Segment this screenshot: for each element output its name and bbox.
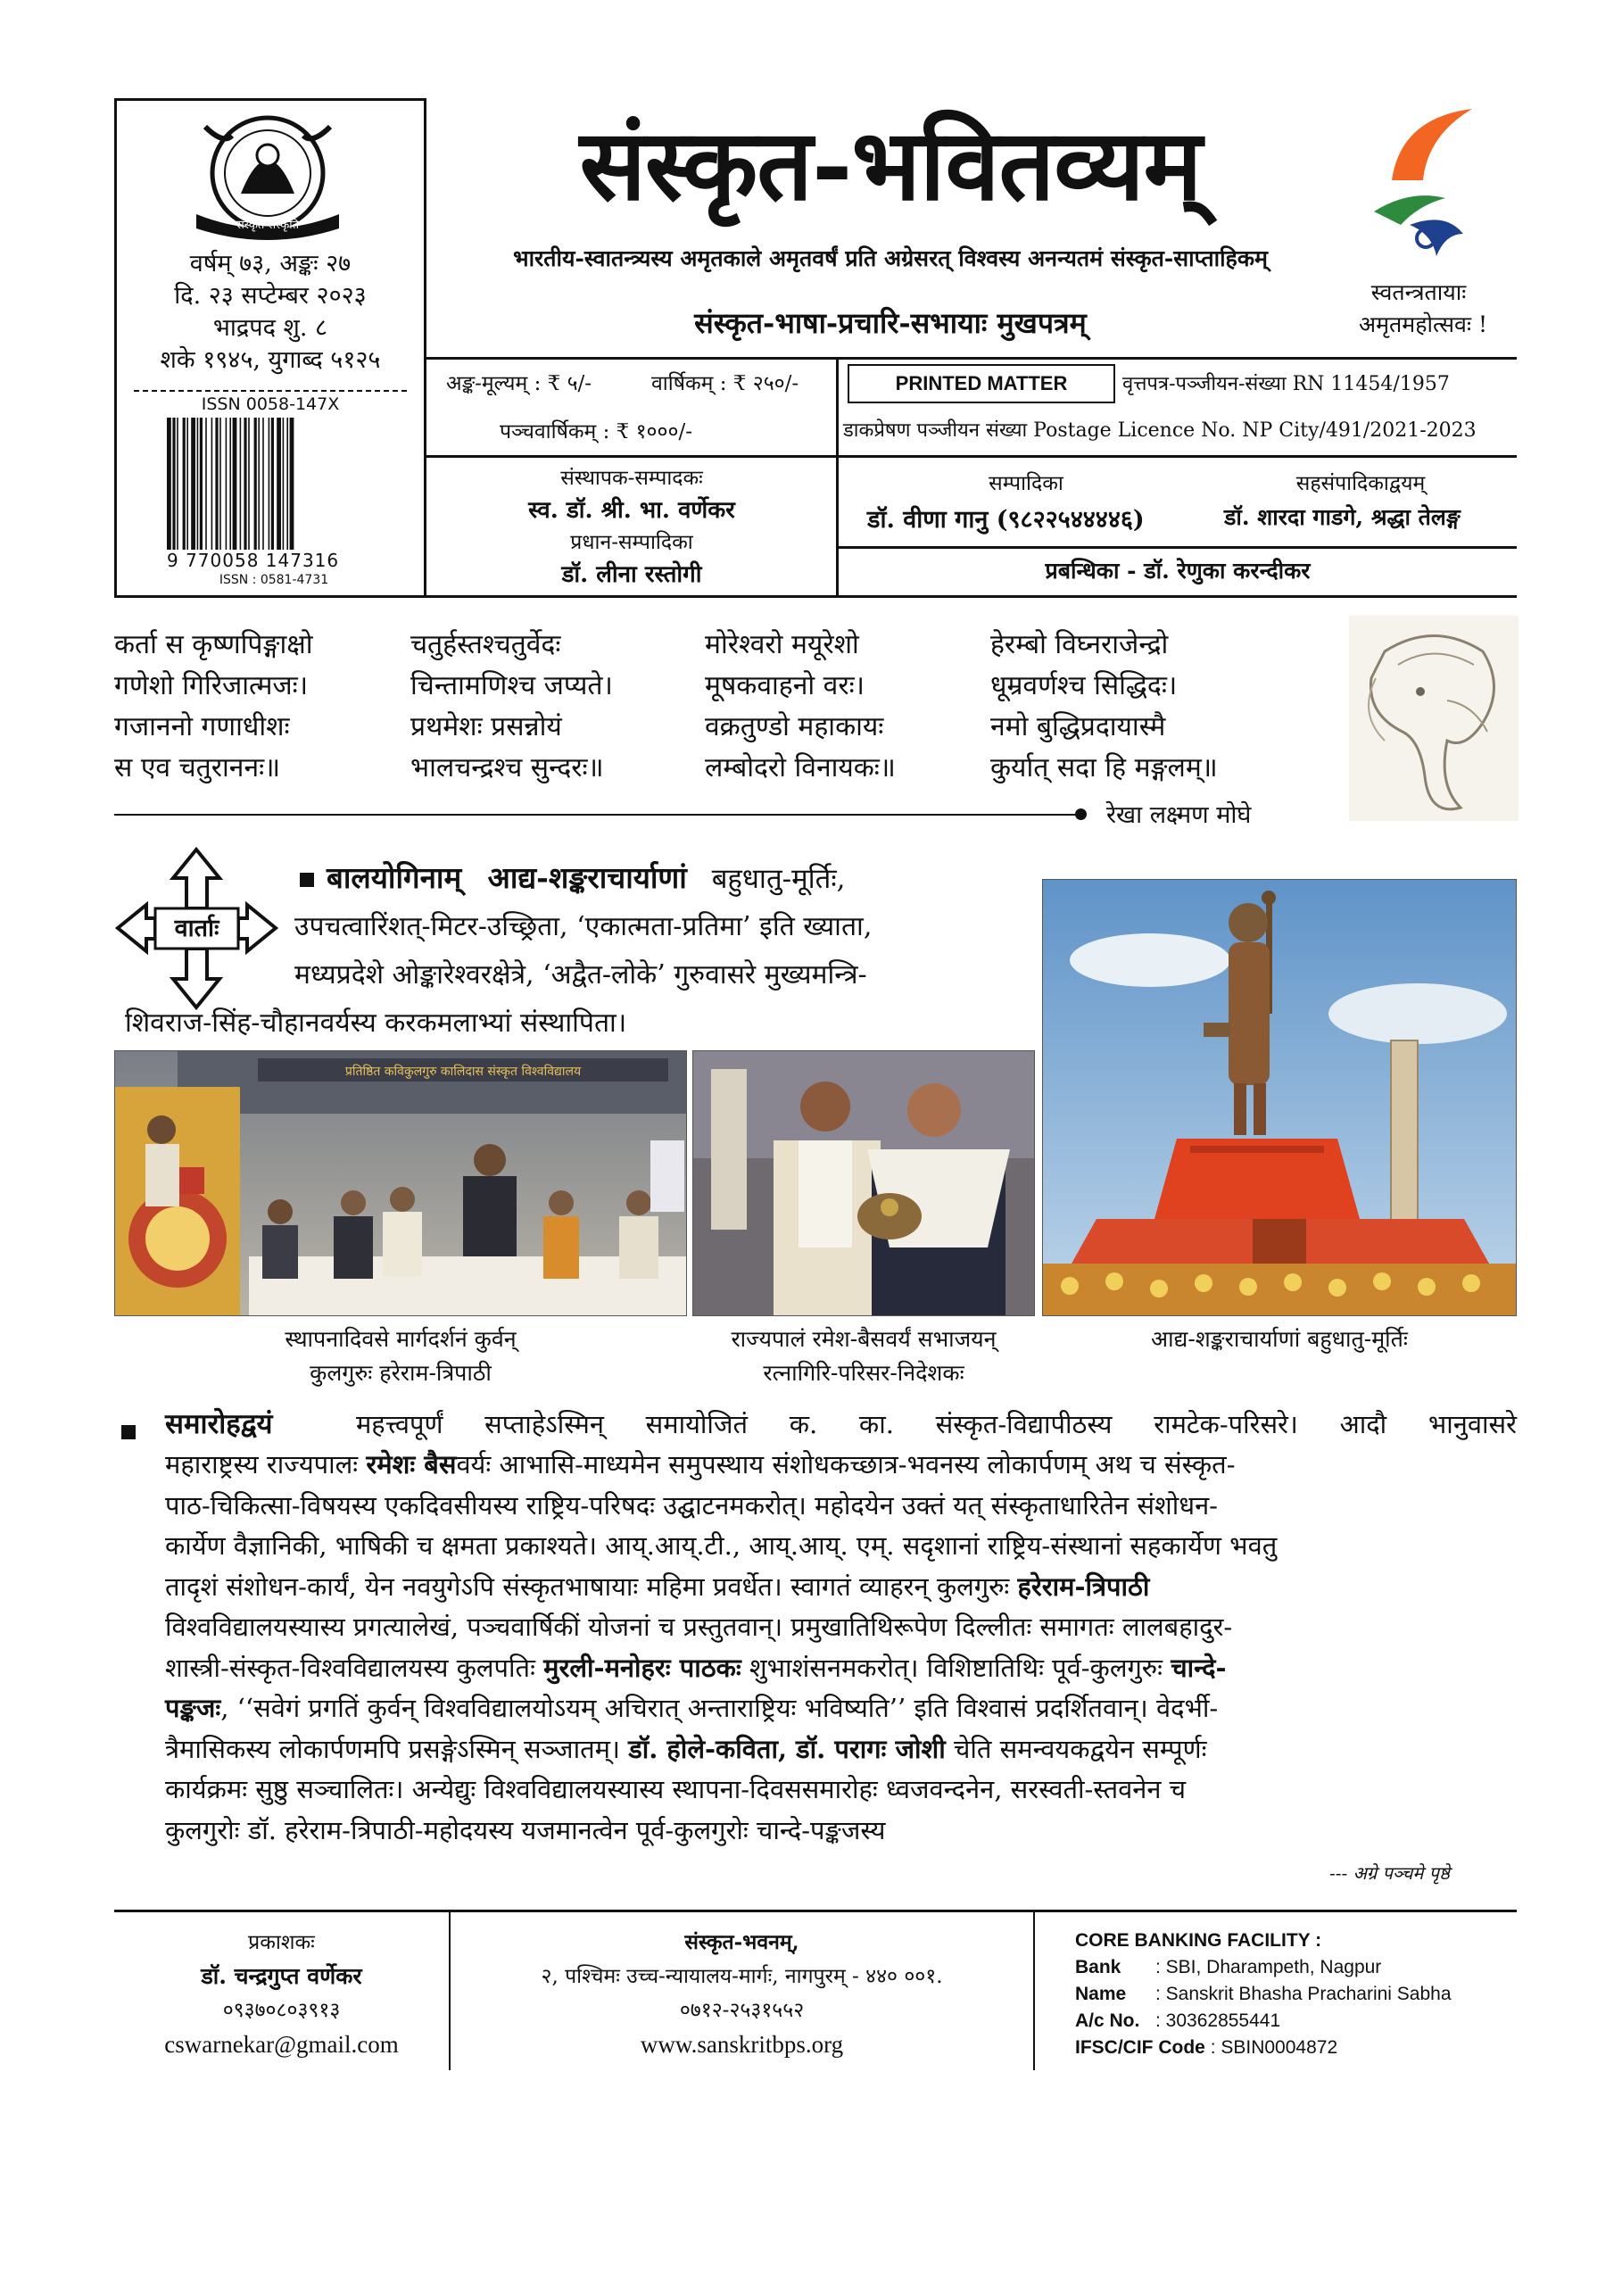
barcode-bar — [191, 418, 195, 550]
issue-tithi: भाद्रपद शु. ८ — [212, 314, 328, 342]
footer-top-rule — [114, 1910, 1517, 1912]
chief-editor-label: प्रधान-सम्पादिका — [570, 531, 693, 554]
photo2-caption-line2: रत्नागिरि-परिसर-निदेशकः — [763, 1360, 964, 1386]
footer-publisher — [114, 1926, 449, 2061]
article-continued: --- अग्रे पञ्चमे पृष्ठे — [1329, 1862, 1450, 1884]
news-lead-heading — [327, 855, 1040, 902]
barcode-bar — [286, 418, 288, 550]
verse-col4-line3: नमो बुद्धिप्रदायास्मै — [990, 711, 1166, 742]
verse-col1-line2: गणेशो गिरिजात्मजः। — [114, 670, 309, 701]
article-p1: महत्त्वपूर्णं सप्ताहेऽस्मिन् समायोजितं क. का. संस्कृत-विद्यापीठस्य रामटेक-परिसरे। आदौ भानुवासरे — [355, 1409, 1517, 1439]
masthead-title: संस्कृत-भवितव्यम् — [579, 107, 1202, 222]
news-lead-line2: उपचत्वारिंशत्-मिटर-उच्छ्रिता, ‘एकात्मता-प्रतिमा’ इति ख्याता, — [294, 911, 873, 942]
manager-name: प्रबन्धिका - डॉ. रेणुका करन्दीकर — [1045, 558, 1311, 584]
address-phone: ०७१२-२५३१५५२ — [679, 1999, 805, 2022]
barcode-bar — [244, 418, 246, 550]
article-line9: त्रैमासिकस्य लोकार्पणमपि प्रसङ्गेऽस्मिन् सञ्जातम्। डॉ. होले-कविता, डॉ. परागः जोशी चेति समन्वयकद्वयेन सम्पूर्णः — [165, 1733, 1207, 1764]
account-row: A/c No. : 30362855441 — [1075, 2010, 1281, 2031]
manager-rule — [836, 546, 1517, 549]
barcode-bar — [283, 418, 285, 550]
barcode-bar — [271, 418, 274, 550]
pricing-divider — [836, 357, 839, 455]
ganesha-sketch — [1349, 616, 1519, 821]
barcode-bar — [248, 418, 250, 550]
verse-col3-line1: मोरेश्वरो मयूरेशो — [705, 629, 859, 660]
issue-details — [120, 248, 420, 377]
editor-name: डॉ. वीणा गानु (९८२२५४४४४६) — [867, 506, 1145, 534]
verse-col1-line1: कर्ता स कृष्णपिङ्गाक्षो — [114, 629, 313, 660]
article-bullet-icon — [121, 1425, 136, 1439]
address-title: संस्कृत-भवनम्, — [684, 1930, 799, 1954]
issue-shaka: शके १९४५, युगाब्द ५१२५ — [160, 346, 381, 374]
barcode-bar — [258, 418, 260, 550]
azadi-amrit-mahotsav-logo — [1338, 100, 1481, 261]
masthead-organ: संस्कृत-भाषा-प्रचारि-सभायाः मुखपत्रम् — [694, 306, 1087, 340]
printed-matter-badge: PRINTED MATTER — [848, 364, 1115, 403]
verse-col4-line4: कुर्यात् सदा हि मङ्गलम्॥ — [990, 752, 1218, 783]
stage-banner-text: प्रतिष्ठित कविकुलगुरु कालिदास संस्कृत विश्वविद्यालय — [344, 1065, 582, 1079]
barcode-bar — [254, 418, 257, 550]
article-line6: विश्वविद्यालयस्यास्य प्रगत्यालेखं, पञ्चवार्षिकीं योजनां च प्रस्तुतवान्। प्रमुखातिथिरूपेण दिल्लीतः समागतः लालबहादुर- — [165, 1612, 1233, 1642]
verse-col1-line3: गजाननो गणाधीशः — [114, 711, 290, 742]
issue-price: अङ्क-मूल्यम् : ₹ ५/- — [446, 372, 592, 395]
article-line5: तादृशं संशोधन-कार्यं, येन नवयुगेऽपि संस्कृतभाषायाः महिमा प्रवर्धेत। स्वागतं व्याहरन् कुलगुरुः हरेराम-त्रिपाठी — [165, 1571, 1150, 1602]
issue-volume: वर्षम् ७३, अङ्कः २७ — [189, 250, 352, 278]
barcode-bar — [183, 418, 186, 550]
barcode-bar — [211, 418, 213, 550]
barcode-bar — [290, 418, 294, 550]
publisher-email[interactable]: cswarnekar@gmail.com — [164, 2031, 399, 2058]
footer-bank — [1075, 1927, 1512, 2061]
verse-col3-line3: वक्रतुण्डो महाकायः — [705, 711, 884, 742]
publication-emblem — [178, 109, 357, 241]
barcode-bar — [167, 418, 171, 550]
verse-col2-line4: भालचन्द्रश्च सुन्दरः॥ — [410, 752, 604, 783]
footer-divider-2 — [1033, 1910, 1035, 2070]
publisher-name: डॉ. चन्द्रगुप्त वर्णेकर — [201, 1963, 362, 1989]
annual-price: वार्षिकम् : ₹ २५०/- — [651, 372, 799, 395]
photo1-caption-line1: स्थापनादिवसे मार्गदर्शनं कुर्वन् — [285, 1326, 517, 1352]
verse-col2-line1: चतुर्हस्तश्चतुर्वेदः — [410, 629, 561, 660]
article-line2: महाराष्ट्रस्य राज्यपालः रमेशः बैसवर्यः आभासि-माध्यमेन समुपस्थाय संशोधकच्छात्र-भवनस्य लोकार्पणम् अथ च संस्कृत- — [165, 1449, 1236, 1480]
issue-date: दि. २३ सप्टेम्बर २०२३ — [174, 282, 367, 310]
article-line4: कार्येण वैज्ञानिकी, भाषिकी च क्षमता प्रकाश्यते। आय्.आय्.टी., आय्.आय्. एम्. सदृशानां राष्ट्रिय-संस्थानां सहकार्येण भवतु — [165, 1530, 1278, 1561]
article-line7: शास्त्री-संस्कृत-विश्वविद्यालयस्य कुलपतिः मुरली-मनोहरः पाठकः शुभाशंसनमकरोत्। विशिष्टातिथिः पूर्व-कुलगुरुः चान्दे- — [165, 1652, 1227, 1683]
website-link[interactable]: www.sanskritbps.org — [640, 2031, 844, 2058]
photo1-caption-line2: कुलगुरुः हरेराम-त्रिपाठी — [310, 1360, 492, 1386]
bank-title: CORE BANKING FACILITY : — [1075, 1930, 1322, 1951]
article-line3: पाठ-चिकित्सा-विषयस्य एकदिवसीयस्य राष्ट्रिय-परिषदः उद्घाटनमकरोत्। महोदयेन उक्तं यत् संस्कृताधारितेन संशोधन- — [165, 1489, 1218, 1521]
news-lead-line4: शिवराज-सिंह-चौहानवर्यस्य करकमलाभ्यां संस्थापिता। — [125, 1007, 627, 1039]
barcode-number: 9 770058 147316 — [167, 550, 340, 571]
issn-top: ISSN 0058-147X — [201, 394, 340, 414]
photo-shankaracharya-statue — [1042, 879, 1517, 1316]
postage-licence: डाकप्रेषण पञ्जीयन संख्या Postage Licence No. NP City/491/2021-2023 — [843, 419, 1477, 442]
barcode — [165, 418, 379, 551]
issue-divider — [134, 390, 407, 392]
pricing-bottom-rule — [426, 455, 1517, 458]
verse-col4-line2: धूम्रवर्णश्च सिद्धिदः। — [990, 670, 1178, 701]
verse-col4-line1: हेरम्बो विघ्नराजेन्द्रो — [990, 629, 1169, 660]
pricing-top-rule — [426, 357, 1517, 360]
address-line: २, पश्चिमः उच्च-न्यायालय-मार्गः, नागपुरम् - ४४० ००१. — [541, 1965, 943, 1988]
verse-col2-line3: प्रथमेशः प्रसन्नोयं — [410, 711, 562, 742]
photo-governor-felicitation — [692, 1050, 1035, 1316]
five-year-price: पञ्चवार्षिकम् : ₹ १०००/- — [500, 420, 692, 443]
registration-number: वृत्तपत्र-पञ्जीयन-संख्या RN 11454/1957 — [1122, 373, 1450, 395]
barcode-bar — [277, 418, 281, 550]
barcode-bar — [200, 418, 203, 550]
publisher-phone: ०९३७०८०३९१३ — [222, 1999, 341, 2022]
photo2-caption — [692, 1322, 1035, 1390]
footer-address — [451, 1926, 1033, 2061]
barcode-bar — [240, 418, 242, 550]
masthead-subtitle: भारतीय-स्वातन्त्र्यस्य अमृतकाले अमृतवर्षं प्रति अग्रेसरत् विश्वस्य अनन्यतमं संस्कृत-साप्ताहिकम् — [513, 245, 1268, 271]
verse-underline — [114, 814, 1080, 816]
verse-col3-line4: लम्बोदरो विनायकः॥ — [705, 752, 896, 783]
verse-col2-line2: चिन्तामणिश्च जप्यते। — [410, 670, 613, 701]
photo1-caption — [114, 1322, 687, 1390]
name-row: Name : Sanskrit Bhasha Pracharini Sabha — [1075, 1984, 1452, 2004]
publisher-label: प्रकाशकः — [248, 1931, 315, 1954]
founder-name: स्व. डॉ. श्री. भा. वर्णेकर — [528, 497, 735, 524]
barcode-bar — [229, 418, 231, 550]
issn-bottom: ISSN : 0581-4731 — [219, 573, 329, 587]
editor-label: सम्पादिका — [989, 472, 1063, 495]
emblem-ribbon-text: संस्कृत संस्कृति — [236, 219, 299, 232]
verse-artist: रेखा लक्ष्मण मोघे — [1106, 801, 1252, 829]
barcode-bar — [205, 418, 207, 550]
news-lead-rest: बहुधातु-मूर्तिः, — [711, 863, 846, 895]
photo-foundation-day — [114, 1050, 687, 1316]
article-body — [165, 1405, 1517, 1445]
news-bullet-icon — [300, 873, 314, 887]
bank-row: Bank : SBI, Dharampeth, Nagpur — [1075, 1957, 1382, 1977]
editor-founder-block — [428, 462, 835, 591]
bullet-dot — [1075, 808, 1087, 820]
article-lines — [165, 1445, 1517, 1851]
barcode-bar — [226, 418, 228, 550]
barcode-bar — [219, 418, 221, 550]
article-line10: कार्यक्रमः सुष्ठु सञ्चालितः। अन्येद्युः विश्वविद्यालयस्यास्य स्थापना-दिवससमारोहः ध्वजवन्दनेन, सरस्वती-स्तवनेन च — [165, 1774, 1187, 1804]
news-lead-bold: बालयोगिनाम् आद्य-शङ्कराचार्याणां — [327, 860, 687, 895]
ifsc-row: IFSC/CIF Code : SBIN0004872 — [1075, 2037, 1338, 2058]
article-line11: कुलगुरोः डॉ. हरेराम-त्रिपाठी-महोदयस्य यजमानत्वेन पूर्व-कुलगुरोः चान्दे-पङ्कजस्य — [165, 1814, 886, 1845]
barcode-bar — [262, 418, 264, 550]
azadi-line1: स्वतन्त्रतायाः — [1370, 279, 1467, 305]
photo2-caption-line1: राज्यपालं रमेश-बैसवर्यं सभाजयन् — [731, 1326, 997, 1352]
masthead-bottom-rule — [114, 595, 1517, 598]
barcode-bar — [172, 418, 175, 550]
news-lead-line3: मध्यप्रदेशे ओङ्कारेश्वरक्षेत्रे, ‘अद्वैत-लोके’ गुरुवासरे मुख्यमन्त्रि- — [294, 959, 867, 991]
article-line8: पङ्कजः, ‘‘सवेगं प्रगतिं कुर्वन् विश्वविद्यालयोऽयम् अचिरात् अन्ताराष्ट्रियः भविष्यति’’ इति विश्वासं प्रदर्शितवान्। वेदर्भी- — [165, 1693, 1219, 1723]
chief-editor-name: डॉ. लीना रस्तोगी — [561, 561, 702, 588]
verse-col3-line2: मूषकवाहनो वरः। — [705, 670, 865, 701]
barcode-bar — [177, 418, 178, 550]
barcode-bar — [233, 418, 237, 550]
co-editors-label: सहसंपादिकाद्वयम् — [1295, 472, 1426, 495]
barcode-bar — [269, 418, 270, 550]
barcode-bar — [197, 418, 199, 550]
founder-label: संस्थापक-सम्पादकः — [560, 467, 703, 490]
varta-label: वार्ताः — [174, 915, 219, 942]
azadi-line2: अमृतमहोत्सवः ! — [1359, 311, 1487, 337]
photo3-caption: आद्य-शङ्कराचार्याणां बहुधातु-मूर्तिः — [1151, 1326, 1408, 1352]
barcode-bar — [186, 418, 188, 550]
co-editors-names: डॉ. शारदा गाडगे, श्रद्धा तेलङ्ग — [1224, 504, 1461, 530]
barcode-bar — [215, 418, 218, 550]
verse-col1-line4: स एव चतुराननः॥ — [114, 752, 281, 783]
article-heading: समारोहद्वयं — [165, 1408, 273, 1440]
